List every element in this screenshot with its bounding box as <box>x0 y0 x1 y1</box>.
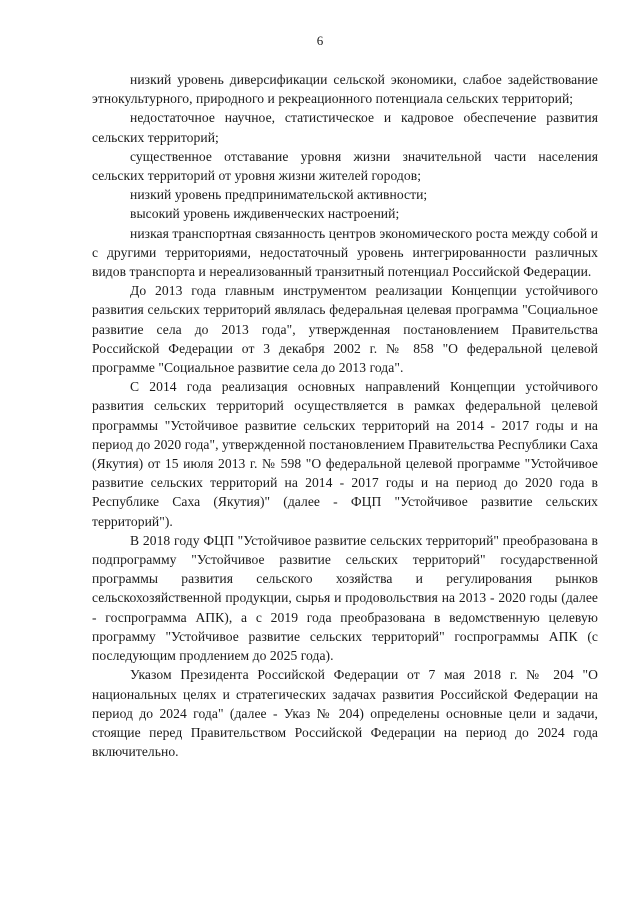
paragraph-2018-transformation: В 2018 году ФЦП "Устойчивое развитие сельских территорий" преобразована в подпрограмму "Устойчивое развитие сельских территорий" государственной программы развития сельского хозяйства и регулирования рынков сельскохозяйственной продукции, сырья и продовольствия на 2013 - 2020 годы (далее - госпрограмма АПК), а с 2019 года преобразована в ведомственную целевую программу "Устойчивое развитие сельских территорий" госпрограммы АПК (с последующим продлением до 2025 года). <box>92 532 598 664</box>
paragraph-living-standard-gap: существенное отставание уровня жизни значительной части населения сельских территорий от уровня жизни жителей городов; <box>92 148 598 184</box>
paragraph-insufficient-support: недостаточное научное, статистическое и кадровое обеспечение развития сельских территорий; <box>92 110 598 145</box>
paragraph-decree-204: Указом Президента Российской Федерации от 7 мая 2018 г. № 204 "О национальных целях и стратегических задачах развития Российской Федерации на период до 2024 года" (далее - Указ № 204) определены основные цели и задачи, стоящие перед Правительством Российской Федерации на период до 2024 года включительно. <box>92 667 598 760</box>
paragraph-transport-connectivity: низкая транспортная связанность центров экономического роста между собой и с другими территориями, недостаточный уровень интегрированности различных видов транспорта и нереализованный транзитный потенциал Российской Федерации. <box>92 225 598 280</box>
paragraph-dependency: высокий уровень иждивенческих настроений; <box>130 206 400 222</box>
page-number: 6 <box>316 33 324 48</box>
document-body <box>92 70 598 761</box>
paragraph-since-2014: С 2014 года реализация основных направлений Концепции устойчивого развития сельских территорий осуществляется в рамках федеральной целевой программы "Устойчивое развитие сельских территорий на 2014 - 2017 годы и на период до 2020 года", утвержденной постановлением Правительства Республики Саха (Якутия) от 15 июля 2013 г. № 598 "О федеральной целевой программе "Устойчивое развитие сельских территорий на 2014 - 2017 годы и на период до 2020 года в Республике Саха (Якутия)" (далее - ФЦП "Устойчивое развитие сельских территорий"). <box>92 379 598 529</box>
paragraph-before-2013: До 2013 года главным инструментом реализации Концепции устойчивого развития сельских территорий являлась федеральная целевая программа "Социальное развитие села до 2013 года", утвержденная постановлением Правительства Российской Федерации от 3 декабря 2002 г. № 858 "О федеральной целевой программе "Социальное развитие села до 2013 года". <box>92 283 598 376</box>
paragraph-low-entrepreneurship: низкий уровень предпринимательской активности; <box>130 187 428 203</box>
paragraph-low-diversification: низкий уровень диверсификации сельской экономики, слабое задействование этнокультурного, природного и рекреационного потенциала сельских территорий; <box>92 72 598 107</box>
